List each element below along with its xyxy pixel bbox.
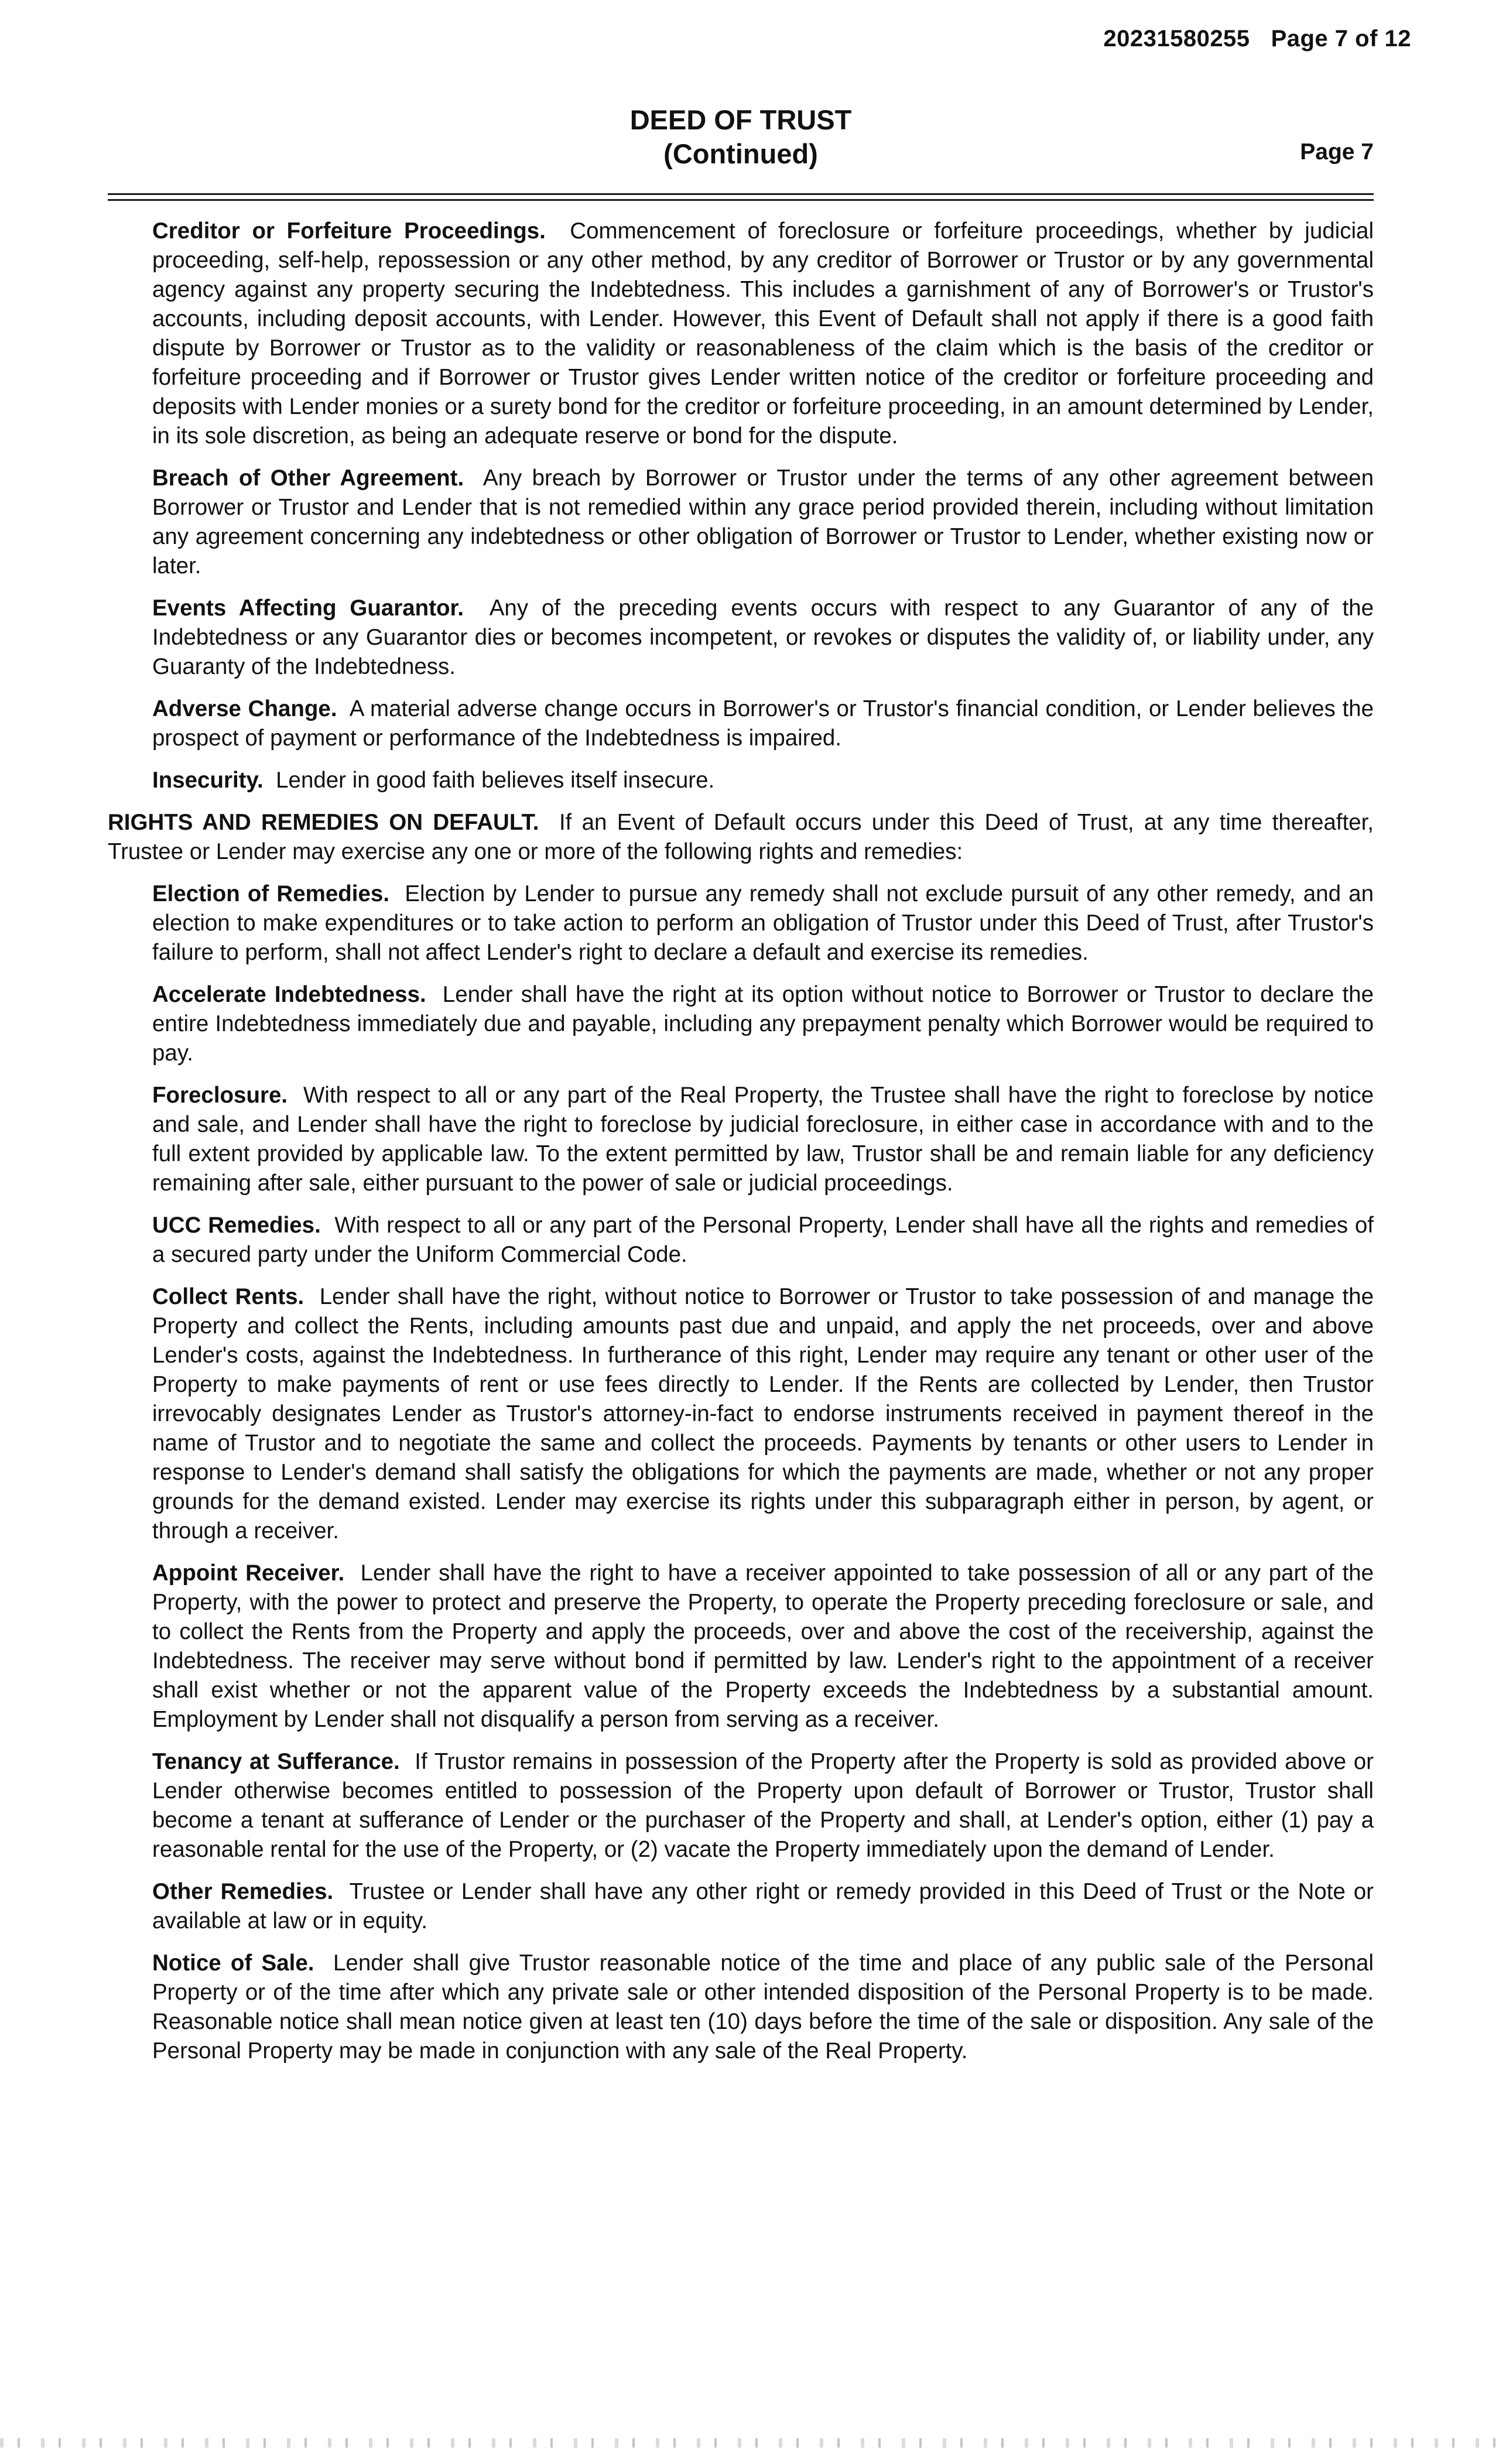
remedy-foreclosure (152, 1081, 1374, 1198)
remedy-ucc-remedies (152, 1211, 1374, 1269)
remedy-text: Trustee or Lender shall have any other right or remedy provided in this Deed of Trust or the Note or available at law or in equity. (152, 1879, 1374, 1933)
paragraph-term: Creditor or Forfeiture Proceedings. (152, 218, 546, 244)
remedy-text: Election by Lender to pursue any remedy shall not exclude pursuit of any other remedy, and an election to make expenditures or to take action to perform an obligation of Trustor under this Deed of Trust, after Trustor's failure to perform, shall not affect Lender's right to declare a default and exercise its remedies. (152, 881, 1374, 965)
remedy-notice-of-sale (152, 1949, 1374, 2066)
scan-artifact-line (0, 2438, 1499, 2448)
remedy-term: Notice of Sale. (152, 1950, 314, 1976)
remedy-term: Collect Rents. (152, 1284, 304, 1309)
recording-stamp (1103, 26, 1411, 52)
remedy-text: If Trustor remains in possession of the Property after the Property is sold as provided above or Lender otherwise becomes entitled to possession of the Property upon default of Borrower or Trustor, Trustor shall become a tenant at sufferance of Lender or the purchaser of the Property and shall, at Lender's option, either (1) pay a reasonable rental for the use of the Property, or (2) vacate the Property immediately upon the demand of Lender. (152, 1749, 1374, 1862)
document-title-block (0, 103, 1481, 171)
remedy-text: Lender shall have the right at its option without notice to Borrower or Trustor to declare the entire Indebtedness immediately due and payable, including any prepayment penalty which Borrower would be required to pay. (152, 982, 1374, 1066)
page-number: Page 7 (1300, 139, 1374, 165)
remedy-text: With respect to all or any part of the Real Property, the Trustee shall have the right to foreclose by notice and sale, and Lender shall have the right to foreclose by judicial foreclosure, in either case in accordance with and to the full extent provided by applicable law. To the extent permitted by law, Trustor shall be and remain liable for any deficiency remaining after sale, either pursuant to the power of sale or judicial proceedings. (152, 1083, 1374, 1196)
remedy-text: Lender shall have the right, without notice to Borrower or Trustor to take possession of and manage the Property and collect the Rents, including amounts past due and unpaid, and apply the net proceeds, over and above Lender's costs, against the Indebtedness. In furtherance of this right, Lender may require any tenant or other user of the Property to make payments of rent or use fees directly to Lender. If the Rents are collected by Lender, then Trustor irrevocably designates Lender as Trustor's attorney-in-fact to endorse instruments received in payment thereof in the name of Trustor and to negotiate the same and collect the proceeds. Payments by tenants or other users to Lender in response to Lender's demand shall satisfy the obligations for which the payments are made, whether or not any proper grounds for the demand existed. Lender may exercise its rights under this subparagraph either in person, by agent, or through a receiver. (152, 1284, 1374, 1544)
document-body (108, 217, 1374, 2079)
paragraph-breach-other-agreement (152, 464, 1374, 581)
section-rights-remedies-on-default (108, 808, 1374, 867)
remedy-tenancy-at-sufferance (152, 1747, 1374, 1864)
paragraph-adverse-change (152, 694, 1374, 753)
paragraph-insecurity (152, 766, 1374, 795)
paragraph-term: Events Affecting Guarantor. (152, 596, 464, 621)
remedy-collect-rents (152, 1282, 1374, 1546)
section-heading: RIGHTS AND REMEDIES ON DEFAULT. (108, 810, 539, 835)
remedy-text: Lender shall have the right to have a receiver appointed to take possession of all or any part of the Property, with the power to protect and preserve the Property, to operate the Property preceding foreclosure or sale, and to collect the Rents from the Property and apply the proceeds, over and above the cost of the receivership, against the Indebtedness. The receiver may serve without bond if permitted by law. Lender's right to the appointment of a receiver shall exist whether or not the apparent value of the Property exceeds the Indebtedness by a substantial amount. Employment by Lender shall not disqualify a person from serving as a receiver. (152, 1560, 1374, 1732)
remedy-term: Foreclosure. (152, 1083, 288, 1108)
document-title: DEED OF TRUST (629, 104, 852, 135)
paragraph-creditor-forfeiture (152, 217, 1374, 451)
paragraph-term: Breach of Other Agreement. (152, 466, 464, 491)
header-rule-bottom (108, 199, 1374, 201)
recording-number: 20231580255 (1103, 26, 1250, 52)
paragraph-term: Adverse Change. (152, 696, 337, 721)
document-subtitle: (Continued) (663, 138, 818, 169)
recording-page-of: Page 7 of 12 (1271, 26, 1411, 52)
remedy-election-of-remedies (152, 879, 1374, 967)
paragraph-term: Insecurity. (152, 768, 263, 793)
paragraph-text: Any breach by Borrower or Trustor under the terms of any other agreement between Borrower or Trustor and Lender that is not remedied within any grace period provided therein, including without limitation any agreement concerning any indebtedness or other obligation of Borrower or Trustor to Lender, whether existing now or later. (152, 466, 1374, 579)
paragraph-text: Lender in good faith believes itself insecure. (276, 768, 715, 793)
remedy-term: Tenancy at Sufferance. (152, 1749, 400, 1774)
remedy-text: With respect to all or any part of the Personal Property, Lender shall have all the rights and remedies of a secured party under the Uniform Commercial Code. (152, 1213, 1374, 1267)
remedy-term: Accelerate Indebtedness. (152, 982, 426, 1007)
remedy-accelerate-indebtedness (152, 980, 1374, 1068)
paragraph-text: Commencement of foreclosure or forfeiture proceedings, whether by judicial proceeding, self-help, repossession or any other method, by any creditor of Borrower or Trustor or by any governmental agency against any property securing the Indebtedness. This includes a garnishment of any of Borrower's or Trustor's accounts, including deposit accounts, with Lender. However, this Event of Default shall not apply if there is a good faith dispute by Borrower or Trustor as to the validity or reasonableness of the claim which is the basis of the creditor or forfeiture proceeding and if Borrower or Trustor gives Lender written notice of the creditor or forfeiture proceeding and deposits with Lender monies or a surety bond for the creditor or forfeiture proceeding, in an amount determined by Lender, in its sole discretion, as being an adequate reserve or bond for the dispute. (152, 218, 1374, 449)
remedy-text: Lender shall give Trustor reasonable notice of the time and place of any public sale of the Personal Property or of the time after which any private sale or other intended disposition of the Personal Property is to be made. Reasonable notice shall mean notice given at least ten (10) days before the time of the sale or disposition. Any sale of the Personal Property may be made in conjunction with any sale of the Real Property. (152, 1950, 1374, 2063)
paragraph-events-affecting-guarantor (152, 594, 1374, 682)
header-rule-top (108, 193, 1374, 195)
remedy-term: Election of Remedies. (152, 881, 390, 906)
paragraph-text: A material adverse change occurs in Borrower's or Trustor's financial condition, or Lender believes the prospect of payment or performance of the Indebtedness is impaired. (152, 696, 1374, 751)
remedy-other-remedies (152, 1877, 1374, 1936)
remedy-appoint-receiver (152, 1559, 1374, 1734)
remedy-term: Other Remedies. (152, 1879, 334, 1904)
section-text: If an Event of Default occurs under this Deed of Trust, at any time thereafter, Trustee or Lender may exercise any one or more of the following rights and remedies: (108, 810, 1374, 864)
remedy-term: Appoint Receiver. (152, 1560, 345, 1586)
paragraph-text: Any of the preceding events occurs with respect to any Guarantor of any of the Indebtedness or any Guarantor dies or becomes incompetent, or revokes or disputes the validity of, or liability under, any Guaranty of the Indebtedness. (152, 596, 1374, 679)
remedy-term: UCC Remedies. (152, 1213, 321, 1238)
